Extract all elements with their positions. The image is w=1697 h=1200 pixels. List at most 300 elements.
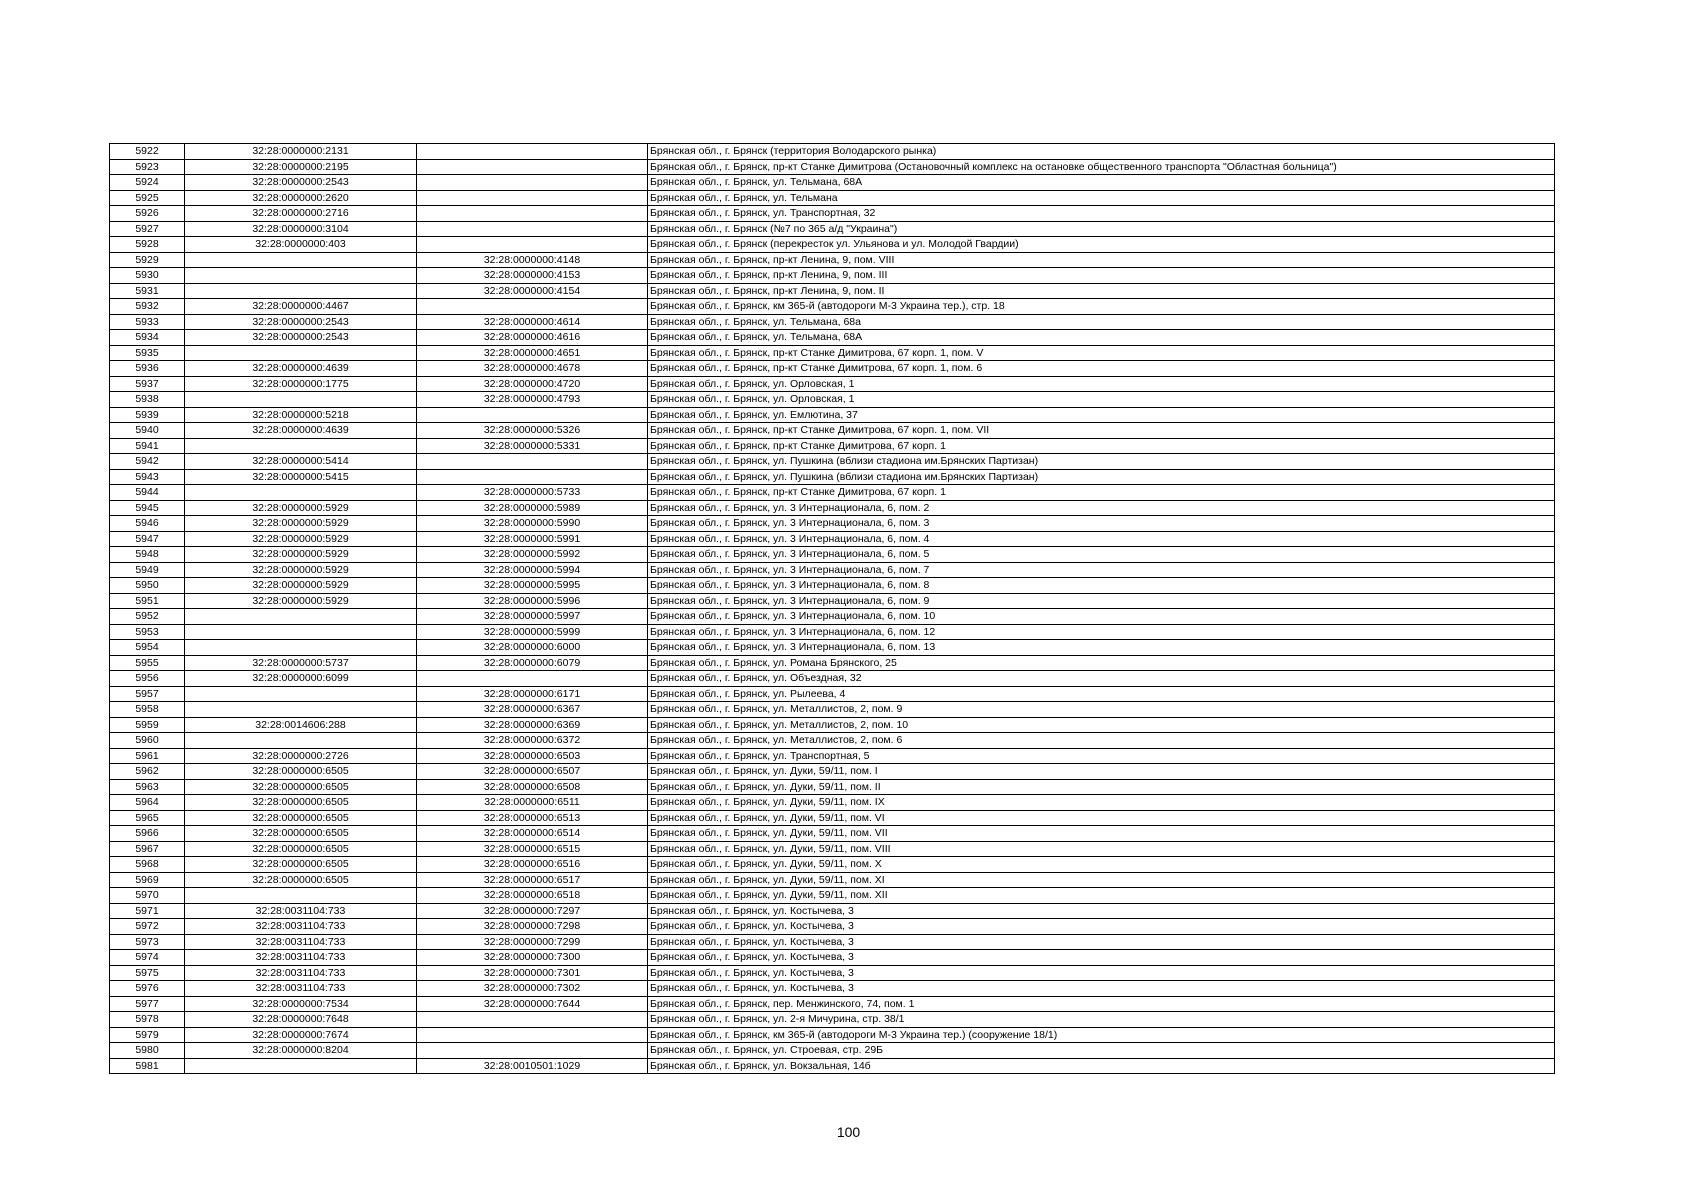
parent-cadastral-number-cell (185, 686, 417, 702)
address-cell: Брянская обл., г. Брянск, ул. 3 Интернационала, 6, пом. 3 (648, 516, 1555, 532)
address-cell: Брянская обл., г. Брянск, ул. Вокзальная, 14б (648, 1058, 1555, 1074)
row-number-cell: 5945 (110, 500, 185, 516)
parent-cadastral-number-cell: 32:28:0000000:6505 (185, 764, 417, 780)
row-number-cell: 5948 (110, 547, 185, 563)
table-row (110, 221, 1555, 237)
cadastral-number-cell (417, 671, 648, 687)
cadastral-number-cell: 32:28:0000000:5996 (417, 593, 648, 609)
cadastral-number-cell: 32:28:0010501:1029 (417, 1058, 648, 1074)
row-number-cell: 5953 (110, 624, 185, 640)
address-cell: Брянская обл., г. Брянск (территория Володарского рынка) (648, 144, 1555, 160)
parent-cadastral-number-cell: 32:28:0000000:6505 (185, 795, 417, 811)
parent-cadastral-number-cell: 32:28:0000000:5218 (185, 407, 417, 423)
address-cell: Брянская обл., г. Брянск, ул. 3 Интернационала, 6, пом. 4 (648, 531, 1555, 547)
row-number-cell: 5972 (110, 919, 185, 935)
row-number-cell: 5936 (110, 361, 185, 377)
address-cell: Брянская обл., г. Брянск, ул. 3 Интернационала, 6, пом. 5 (648, 547, 1555, 563)
address-cell: Брянская обл., г. Брянск, пр-кт Станке Димитрова, 67 корп. 1, пом. V (648, 345, 1555, 361)
address-cell: Брянская обл., г. Брянск, ул. Дуки, 59/11, пом. XI (648, 872, 1555, 888)
address-cell: Брянская обл., г. Брянск, ул. Костычева, 3 (648, 903, 1555, 919)
row-number-cell: 5980 (110, 1043, 185, 1059)
table-row (110, 1058, 1555, 1074)
table-row (110, 252, 1555, 268)
address-cell: Брянская обл., г. Брянск, ул. Дуки, 59/11, пом. II (648, 779, 1555, 795)
address-cell: Брянская обл., г. Брянск, ул. Металлистов, 2, пом. 10 (648, 717, 1555, 733)
parent-cadastral-number-cell: 32:28:0000000:4639 (185, 361, 417, 377)
parent-cadastral-number-cell: 32:28:0000000:7674 (185, 1027, 417, 1043)
parent-cadastral-number-cell: 32:28:0031104:733 (185, 965, 417, 981)
address-cell: Брянская обл., г. Брянск, ул. 3 Интернационала, 6, пом. 2 (648, 500, 1555, 516)
parent-cadastral-number-cell: 32:28:0000000:5929 (185, 516, 417, 532)
table-row (110, 1043, 1555, 1059)
row-number-cell: 5947 (110, 531, 185, 547)
row-number-cell: 5941 (110, 438, 185, 454)
cadastral-number-cell: 32:28:0000000:4616 (417, 330, 648, 346)
address-cell: Брянская обл., г. Брянск, ул. Пушкина (вблизи стадиона им.Брянских Партизан) (648, 469, 1555, 485)
parent-cadastral-number-cell: 32:28:0000000:403 (185, 237, 417, 253)
parent-cadastral-number-cell: 32:28:0000000:6505 (185, 841, 417, 857)
parent-cadastral-number-cell: 32:28:0031104:733 (185, 981, 417, 997)
row-number-cell: 5965 (110, 810, 185, 826)
address-cell: Брянская обл., г. Брянск, ул. Транспортная, 32 (648, 206, 1555, 222)
cadastral-number-cell (417, 1027, 648, 1043)
parent-cadastral-number-cell: 32:28:0000000:4639 (185, 423, 417, 439)
cadastral-number-cell (417, 299, 648, 315)
parent-cadastral-number-cell: 32:28:0000000:2543 (185, 314, 417, 330)
cadastral-number-cell: 32:28:0000000:4154 (417, 283, 648, 299)
cadastral-number-cell: 32:28:0000000:6513 (417, 810, 648, 826)
parent-cadastral-number-cell: 32:28:0000000:2195 (185, 159, 417, 175)
address-cell: Брянская обл., г. Брянск, ул. Дуки, 59/11, пом. VIII (648, 841, 1555, 857)
table-row (110, 826, 1555, 842)
row-number-cell: 5928 (110, 237, 185, 253)
parent-cadastral-number-cell (185, 438, 417, 454)
address-cell: Брянская обл., г. Брянск, ул. Тельмана (648, 190, 1555, 206)
table-row (110, 996, 1555, 1012)
row-number-cell: 5978 (110, 1012, 185, 1028)
address-cell: Брянская обл., г. Брянск, ул. Металлистов, 2, пом. 9 (648, 702, 1555, 718)
row-number-cell: 5946 (110, 516, 185, 532)
table-row (110, 965, 1555, 981)
cadastral-number-cell: 32:28:0000000:6507 (417, 764, 648, 780)
cadastral-number-cell (417, 469, 648, 485)
row-number-cell: 5940 (110, 423, 185, 439)
cadastral-number-cell (417, 237, 648, 253)
parent-cadastral-number-cell: 32:28:0000000:5929 (185, 500, 417, 516)
table-row (110, 283, 1555, 299)
parent-cadastral-number-cell: 32:28:0000000:2543 (185, 175, 417, 191)
table-row (110, 903, 1555, 919)
cadastral-number-cell: 32:28:0000000:5991 (417, 531, 648, 547)
parent-cadastral-number-cell (185, 702, 417, 718)
table-row (110, 361, 1555, 377)
parent-cadastral-number-cell (185, 392, 417, 408)
row-number-cell: 5964 (110, 795, 185, 811)
cadastral-number-cell: 32:28:0000000:4720 (417, 376, 648, 392)
table-row (110, 640, 1555, 656)
parent-cadastral-number-cell: 32:28:0000000:8204 (185, 1043, 417, 1059)
parent-cadastral-number-cell: 32:28:0000000:2716 (185, 206, 417, 222)
parent-cadastral-number-cell: 32:28:0000000:2620 (185, 190, 417, 206)
cadastral-number-cell: 32:28:0000000:5331 (417, 438, 648, 454)
row-number-cell: 5934 (110, 330, 185, 346)
address-cell: Брянская обл., г. Брянск, пр-кт Станке Димитрова, 67 корп. 1, пом. VII (648, 423, 1555, 439)
address-cell: Брянская обл., г. Брянск (перекресток ул. Ульянова и ул. Молодой Гвардии) (648, 237, 1555, 253)
address-cell: Брянская обл., г. Брянск, ул. Транспортная, 5 (648, 748, 1555, 764)
address-cell: Брянская обл., г. Брянск, ул. Романа Брянского, 25 (648, 655, 1555, 671)
row-number-cell: 5951 (110, 593, 185, 609)
table-row (110, 454, 1555, 470)
row-number-cell: 5962 (110, 764, 185, 780)
table-row (110, 609, 1555, 625)
row-number-cell: 5955 (110, 655, 185, 671)
address-cell: Брянская обл., г. Брянск, ул. Тельмана, 68А (648, 175, 1555, 191)
row-number-cell: 5961 (110, 748, 185, 764)
row-number-cell: 5960 (110, 733, 185, 749)
address-cell: Брянская обл., г. Брянск, ул. Костычева, 3 (648, 919, 1555, 935)
row-number-cell: 5969 (110, 872, 185, 888)
row-number-cell: 5977 (110, 996, 185, 1012)
table-row (110, 516, 1555, 532)
address-cell: Брянская обл., г. Брянск, ул. Костычева, 3 (648, 965, 1555, 981)
address-cell: Брянская обл., г. Брянск, ул. Тельмана, 68А (648, 330, 1555, 346)
row-number-cell: 5925 (110, 190, 185, 206)
cadastral-number-cell: 32:28:0000000:5326 (417, 423, 648, 439)
table-row (110, 671, 1555, 687)
cadastral-number-cell: 32:28:0000000:7644 (417, 996, 648, 1012)
address-cell: Брянская обл., г. Брянск, ул. Костычева, 3 (648, 950, 1555, 966)
row-number-cell: 5924 (110, 175, 185, 191)
row-number-cell: 5950 (110, 578, 185, 594)
parent-cadastral-number-cell (185, 485, 417, 501)
row-number-cell: 5930 (110, 268, 185, 284)
row-number-cell: 5974 (110, 950, 185, 966)
parent-cadastral-number-cell: 32:28:0000000:6505 (185, 826, 417, 842)
parent-cadastral-number-cell (185, 609, 417, 625)
address-cell: Брянская обл., г. Брянск, пр-кт Станке Димитрова, 67 корп. 1 (648, 485, 1555, 501)
parent-cadastral-number-cell: 32:28:0000000:5929 (185, 593, 417, 609)
table-row (110, 144, 1555, 160)
address-cell: Брянская обл., г. Брянск (№7 по 365 а/д "Украина") (648, 221, 1555, 237)
parent-cadastral-number-cell: 32:28:0000000:6505 (185, 872, 417, 888)
table-row (110, 872, 1555, 888)
table-row (110, 702, 1555, 718)
cadastral-number-cell (417, 190, 648, 206)
table-row (110, 919, 1555, 935)
address-cell: Брянская обл., г. Брянск, ул. 3 Интернационала, 6, пом. 12 (648, 624, 1555, 640)
address-cell: Брянская обл., г. Брянск, ул. Дуки, 59/11, пом. VI (648, 810, 1555, 826)
address-cell: Брянская обл., г. Брянск, км 365-й (автодороги М-3 Украина тер.) (сооружение 18/1) (648, 1027, 1555, 1043)
cadastral-number-cell (417, 206, 648, 222)
cadastral-number-cell (417, 454, 648, 470)
address-cell: Брянская обл., г. Брянск, ул. Объездная, 32 (648, 671, 1555, 687)
address-cell: Брянская обл., г. Брянск, ул. Костычева, 3 (648, 934, 1555, 950)
cadastral-number-cell: 32:28:0000000:5733 (417, 485, 648, 501)
parent-cadastral-number-cell: 32:28:0000000:5929 (185, 547, 417, 563)
address-cell: Брянская обл., г. Брянск, ул. Тельмана, 68а (648, 314, 1555, 330)
parent-cadastral-number-cell: 32:28:0031104:733 (185, 919, 417, 935)
table-row (110, 485, 1555, 501)
cadastral-number-cell: 32:28:0000000:5995 (417, 578, 648, 594)
table-row (110, 593, 1555, 609)
table-row (110, 206, 1555, 222)
address-cell: Брянская обл., г. Брянск, ул. 3 Интернационала, 6, пом. 13 (648, 640, 1555, 656)
table-row (110, 237, 1555, 253)
cadastral-number-cell: 32:28:0000000:6372 (417, 733, 648, 749)
cadastral-number-cell: 32:28:0000000:5994 (417, 562, 648, 578)
table-row (110, 655, 1555, 671)
address-cell: Брянская обл., г. Брянск, пр-кт Ленина, 9, пом. II (648, 283, 1555, 299)
row-number-cell: 5929 (110, 252, 185, 268)
row-number-cell: 5979 (110, 1027, 185, 1043)
table-row (110, 795, 1555, 811)
row-number-cell: 5958 (110, 702, 185, 718)
registry-table-body (110, 144, 1555, 1074)
cadastral-number-cell: 32:28:0000000:6511 (417, 795, 648, 811)
address-cell: Брянская обл., г. Брянск, ул. Дуки, 59/11, пом. X (648, 857, 1555, 873)
parent-cadastral-number-cell: 32:28:0000000:4467 (185, 299, 417, 315)
row-number-cell: 5959 (110, 717, 185, 733)
address-cell: Брянская обл., г. Брянск, ул. Орловская, 1 (648, 392, 1555, 408)
table-row (110, 810, 1555, 826)
address-cell: Брянская обл., г. Брянск, пр-кт Станке Димитрова, 67 корп. 1, пом. 6 (648, 361, 1555, 377)
address-cell: Брянская обл., г. Брянск, ул. Рылеева, 4 (648, 686, 1555, 702)
registry-table (109, 143, 1555, 1074)
parent-cadastral-number-cell (185, 283, 417, 299)
table-row (110, 175, 1555, 191)
cadastral-number-cell: 32:28:0000000:6517 (417, 872, 648, 888)
parent-cadastral-number-cell: 32:28:0000000:3104 (185, 221, 417, 237)
cadastral-number-cell: 32:28:0000000:5997 (417, 609, 648, 625)
address-cell: Брянская обл., г. Брянск, ул. Орловская, 1 (648, 376, 1555, 392)
row-number-cell: 5935 (110, 345, 185, 361)
table-row (110, 857, 1555, 873)
table-row (110, 888, 1555, 904)
parent-cadastral-number-cell: 32:28:0000000:5929 (185, 531, 417, 547)
table-row (110, 500, 1555, 516)
parent-cadastral-number-cell: 32:28:0000000:5929 (185, 578, 417, 594)
cadastral-number-cell: 32:28:0000000:6367 (417, 702, 648, 718)
parent-cadastral-number-cell (185, 888, 417, 904)
parent-cadastral-number-cell: 32:28:0031104:733 (185, 950, 417, 966)
address-cell: Брянская обл., г. Брянск, км 365-й (автодороги М-3 Украина тер.), стр. 18 (648, 299, 1555, 315)
row-number-cell: 5933 (110, 314, 185, 330)
table-row (110, 547, 1555, 563)
row-number-cell: 5968 (110, 857, 185, 873)
row-number-cell: 5970 (110, 888, 185, 904)
row-number-cell: 5967 (110, 841, 185, 857)
parent-cadastral-number-cell (185, 1058, 417, 1074)
table-row (110, 717, 1555, 733)
row-number-cell: 5938 (110, 392, 185, 408)
parent-cadastral-number-cell: 32:28:0000000:7648 (185, 1012, 417, 1028)
row-number-cell: 5932 (110, 299, 185, 315)
row-number-cell: 5926 (110, 206, 185, 222)
row-number-cell: 5942 (110, 454, 185, 470)
parent-cadastral-number-cell (185, 345, 417, 361)
address-cell: Брянская обл., г. Брянск, пр-кт Ленина, 9, пом. VIII (648, 252, 1555, 268)
cadastral-number-cell: 32:28:0000000:6508 (417, 779, 648, 795)
table-row (110, 934, 1555, 950)
address-cell: Брянская обл., г. Брянск, ул. Дуки, 59/11, пом. VII (648, 826, 1555, 842)
parent-cadastral-number-cell (185, 640, 417, 656)
table-row (110, 438, 1555, 454)
table-row (110, 314, 1555, 330)
cadastral-number-cell (417, 159, 648, 175)
table-row (110, 469, 1555, 485)
row-number-cell: 5943 (110, 469, 185, 485)
cadastral-number-cell: 32:28:0000000:4614 (417, 314, 648, 330)
parent-cadastral-number-cell: 32:28:0014606:288 (185, 717, 417, 733)
cadastral-number-cell: 32:28:0000000:5989 (417, 500, 648, 516)
parent-cadastral-number-cell: 32:28:0000000:6505 (185, 857, 417, 873)
table-row (110, 624, 1555, 640)
row-number-cell: 5927 (110, 221, 185, 237)
address-cell: Брянская обл., г. Брянск, ул. 3 Интернационала, 6, пом. 7 (648, 562, 1555, 578)
table-row (110, 423, 1555, 439)
parent-cadastral-number-cell: 32:28:0000000:5414 (185, 454, 417, 470)
address-cell: Брянская обл., г. Брянск, пер. Менжинского, 74, пом. 1 (648, 996, 1555, 1012)
address-cell: Брянская обл., г. Брянск, ул. 2-я Мичурина, стр. 38/1 (648, 1012, 1555, 1028)
row-number-cell: 5939 (110, 407, 185, 423)
table-row (110, 330, 1555, 346)
cadastral-number-cell: 32:28:0000000:6369 (417, 717, 648, 733)
parent-cadastral-number-cell (185, 252, 417, 268)
parent-cadastral-number-cell: 32:28:0000000:2726 (185, 748, 417, 764)
table-row (110, 407, 1555, 423)
row-number-cell: 5923 (110, 159, 185, 175)
cadastral-number-cell: 32:28:0000000:6079 (417, 655, 648, 671)
row-number-cell: 5952 (110, 609, 185, 625)
cadastral-number-cell: 32:28:0000000:4793 (417, 392, 648, 408)
parent-cadastral-number-cell: 32:28:0000000:2543 (185, 330, 417, 346)
cadastral-number-cell: 32:28:0000000:7297 (417, 903, 648, 919)
cadastral-number-cell: 32:28:0000000:4153 (417, 268, 648, 284)
address-cell: Брянская обл., г. Брянск, ул. 3 Интернационала, 6, пом. 9 (648, 593, 1555, 609)
table-row (110, 1027, 1555, 1043)
table-row (110, 392, 1555, 408)
table-row (110, 190, 1555, 206)
parent-cadastral-number-cell: 32:28:0031104:733 (185, 903, 417, 919)
cadastral-number-cell (417, 1043, 648, 1059)
table-row (110, 345, 1555, 361)
cadastral-number-cell: 32:28:0000000:5990 (417, 516, 648, 532)
row-number-cell: 5949 (110, 562, 185, 578)
cadastral-number-cell: 32:28:0000000:7299 (417, 934, 648, 950)
address-cell: Брянская обл., г. Брянск, ул. Емлютина, 37 (648, 407, 1555, 423)
cadastral-number-cell: 32:28:0000000:5999 (417, 624, 648, 640)
parent-cadastral-number-cell: 32:28:0000000:6505 (185, 810, 417, 826)
row-number-cell: 5971 (110, 903, 185, 919)
table-row (110, 841, 1555, 857)
table-row (110, 299, 1555, 315)
table-row (110, 562, 1555, 578)
cadastral-number-cell (417, 1012, 648, 1028)
cadastral-number-cell: 32:28:0000000:7302 (417, 981, 648, 997)
row-number-cell: 5954 (110, 640, 185, 656)
cadastral-number-cell: 32:28:0000000:5992 (417, 547, 648, 563)
row-number-cell: 5973 (110, 934, 185, 950)
parent-cadastral-number-cell (185, 624, 417, 640)
row-number-cell: 5976 (110, 981, 185, 997)
cadastral-number-cell: 32:28:0000000:4651 (417, 345, 648, 361)
address-cell: Брянская обл., г. Брянск, пр-кт Станке Димитрова (Остановочный комплекс на остановке общественного транспорта "Областная больница") (648, 159, 1555, 175)
address-cell: Брянская обл., г. Брянск, ул. Дуки, 59/11, пом. I (648, 764, 1555, 780)
cadastral-number-cell: 32:28:0000000:6515 (417, 841, 648, 857)
address-cell: Брянская обл., г. Брянск, ул. Дуки, 59/11, пом. XII (648, 888, 1555, 904)
row-number-cell: 5957 (110, 686, 185, 702)
table-row (110, 748, 1555, 764)
row-number-cell: 5956 (110, 671, 185, 687)
cadastral-number-cell: 32:28:0000000:7298 (417, 919, 648, 935)
table-row (110, 159, 1555, 175)
table-row (110, 268, 1555, 284)
parent-cadastral-number-cell: 32:28:0000000:6505 (185, 779, 417, 795)
cadastral-number-cell (417, 407, 648, 423)
cadastral-number-cell: 32:28:0000000:4678 (417, 361, 648, 377)
row-number-cell: 5963 (110, 779, 185, 795)
cadastral-number-cell (417, 221, 648, 237)
row-number-cell: 5922 (110, 144, 185, 160)
page-number: 100 (836, 1124, 861, 1140)
cadastral-number-cell: 32:28:0000000:6171 (417, 686, 648, 702)
address-cell: Брянская обл., г. Брянск, пр-кт Ленина, 9, пом. III (648, 268, 1555, 284)
address-cell: Брянская обл., г. Брянск, ул. Строевая, стр. 29Б (648, 1043, 1555, 1059)
address-cell: Брянская обл., г. Брянск, ул. Дуки, 59/11, пом. IX (648, 795, 1555, 811)
row-number-cell: 5966 (110, 826, 185, 842)
table-row (110, 686, 1555, 702)
address-cell: Брянская обл., г. Брянск, ул. 3 Интернационала, 6, пом. 10 (648, 609, 1555, 625)
table-row (110, 578, 1555, 594)
address-cell: Брянская обл., г. Брянск, ул. Костычева, 3 (648, 981, 1555, 997)
row-number-cell: 5975 (110, 965, 185, 981)
cadastral-number-cell: 32:28:0000000:6514 (417, 826, 648, 842)
parent-cadastral-number-cell: 32:28:0000000:1775 (185, 376, 417, 392)
parent-cadastral-number-cell: 32:28:0000000:2131 (185, 144, 417, 160)
parent-cadastral-number-cell: 32:28:0000000:6099 (185, 671, 417, 687)
cadastral-number-cell (417, 175, 648, 191)
table-row (110, 531, 1555, 547)
cadastral-number-cell: 32:28:0000000:7301 (417, 965, 648, 981)
table-row (110, 1012, 1555, 1028)
table-row (110, 764, 1555, 780)
address-cell: Брянская обл., г. Брянск, ул. Металлистов, 2, пом. 6 (648, 733, 1555, 749)
parent-cadastral-number-cell (185, 733, 417, 749)
address-cell: Брянская обл., г. Брянск, пр-кт Станке Димитрова, 67 корп. 1 (648, 438, 1555, 454)
cadastral-number-cell: 32:28:0000000:6000 (417, 640, 648, 656)
table-row (110, 733, 1555, 749)
table-row (110, 981, 1555, 997)
row-number-cell: 5944 (110, 485, 185, 501)
cadastral-number-cell: 32:28:0000000:6516 (417, 857, 648, 873)
table-row (110, 376, 1555, 392)
parent-cadastral-number-cell: 32:28:0000000:5415 (185, 469, 417, 485)
row-number-cell: 5981 (110, 1058, 185, 1074)
parent-cadastral-number-cell: 32:28:0000000:7534 (185, 996, 417, 1012)
parent-cadastral-number-cell: 32:28:0000000:5737 (185, 655, 417, 671)
parent-cadastral-number-cell: 32:28:0000000:5929 (185, 562, 417, 578)
table-row (110, 779, 1555, 795)
address-cell: Брянская обл., г. Брянск, ул. 3 Интернационала, 6, пом. 8 (648, 578, 1555, 594)
address-cell: Брянская обл., г. Брянск, ул. Пушкина (вблизи стадиона им.Брянских Партизан) (648, 454, 1555, 470)
cadastral-number-cell: 32:28:0000000:6503 (417, 748, 648, 764)
row-number-cell: 5931 (110, 283, 185, 299)
cadastral-number-cell: 32:28:0000000:7300 (417, 950, 648, 966)
table-row (110, 950, 1555, 966)
cadastral-number-cell (417, 144, 648, 160)
row-number-cell: 5937 (110, 376, 185, 392)
cadastral-number-cell: 32:28:0000000:6518 (417, 888, 648, 904)
